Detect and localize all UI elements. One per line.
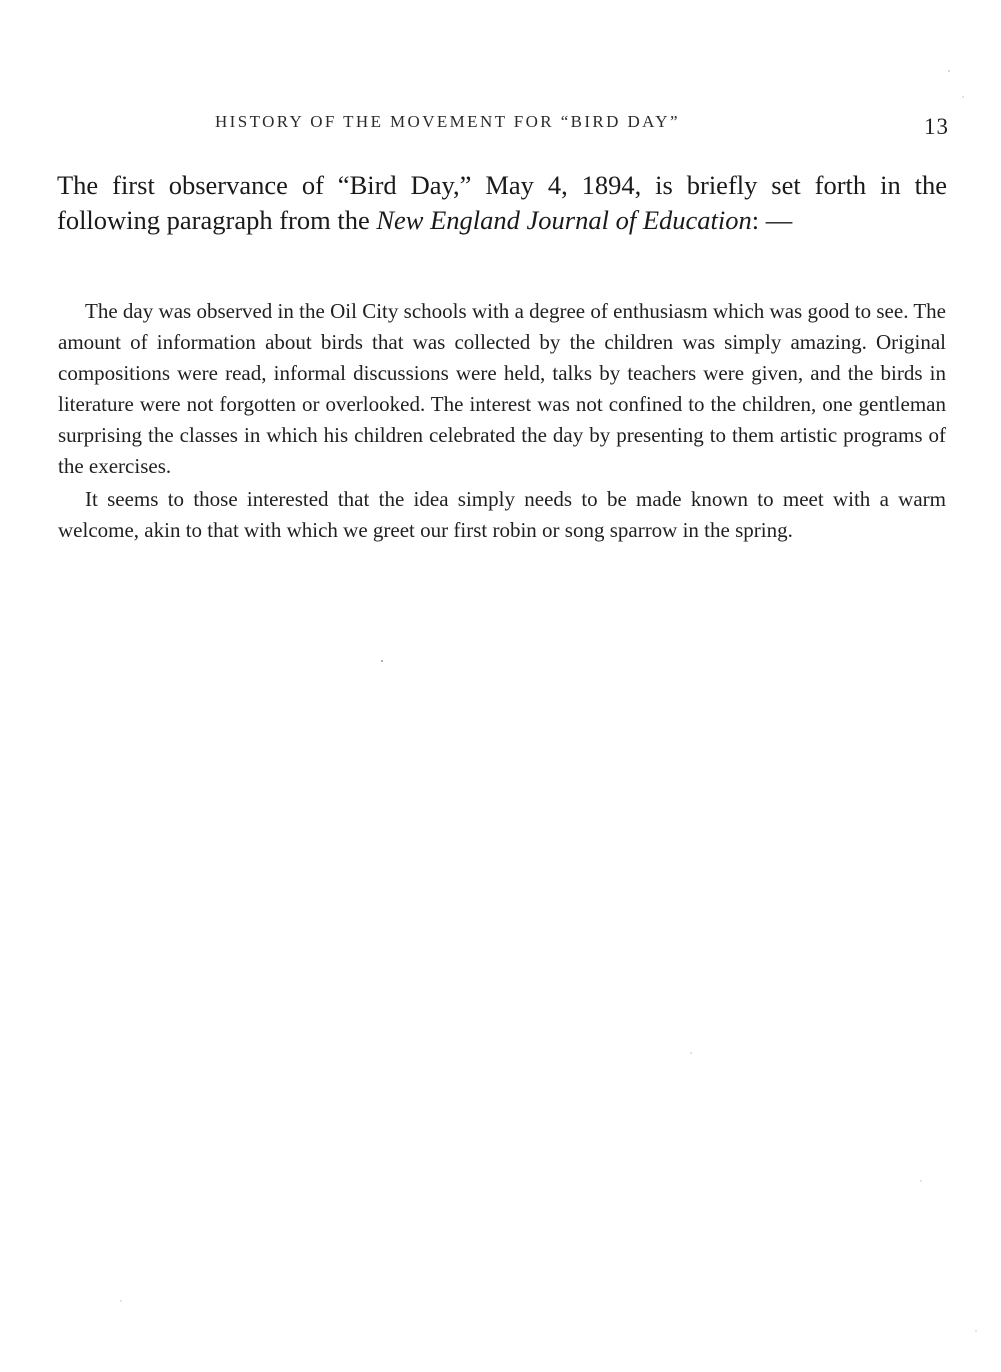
journal-title: New England Journal of Education xyxy=(376,205,752,235)
scan-speck xyxy=(948,70,950,72)
quote-paragraph-1: The day was observed in the Oil City schools with a degree of enthusiasm which was good to see. The amount of information about birds that was collected by the children was simply amazing. Original compositions were read, informal discussions were held, talks by teachers were given, and the birds in literature were not forgotten or overlooked. The interest was not confined to the children, one gentleman surprising the classes in which his children celebrated the day by presenting to them artistic programs of the exercises. xyxy=(58,299,946,478)
intro-paragraph xyxy=(57,168,947,238)
scan-speck xyxy=(975,1330,977,1332)
scan-speck xyxy=(690,1052,692,1054)
running-title: HISTORY OF THE MOVEMENT FOR “BIRD DAY” xyxy=(215,112,680,131)
scan-speck xyxy=(120,1300,122,1302)
quote-paragraph-2: It seems to those interested that the idea simply needs to be made known to meet with a warm welcome, akin to that with which we greet our first robin or song sparrow in the spring. xyxy=(58,487,946,542)
intro-colon-dash: : — xyxy=(751,205,793,235)
scan-speck xyxy=(920,1180,922,1182)
scan-speck xyxy=(962,96,964,98)
quoted-passage xyxy=(58,296,946,548)
page-number: 13 xyxy=(924,114,949,139)
scan-speck xyxy=(381,660,383,662)
intro-text: The first observance of “Bird Day,” May 4, 1894, is briefly set forth in the following paragraph from the xyxy=(57,170,947,235)
